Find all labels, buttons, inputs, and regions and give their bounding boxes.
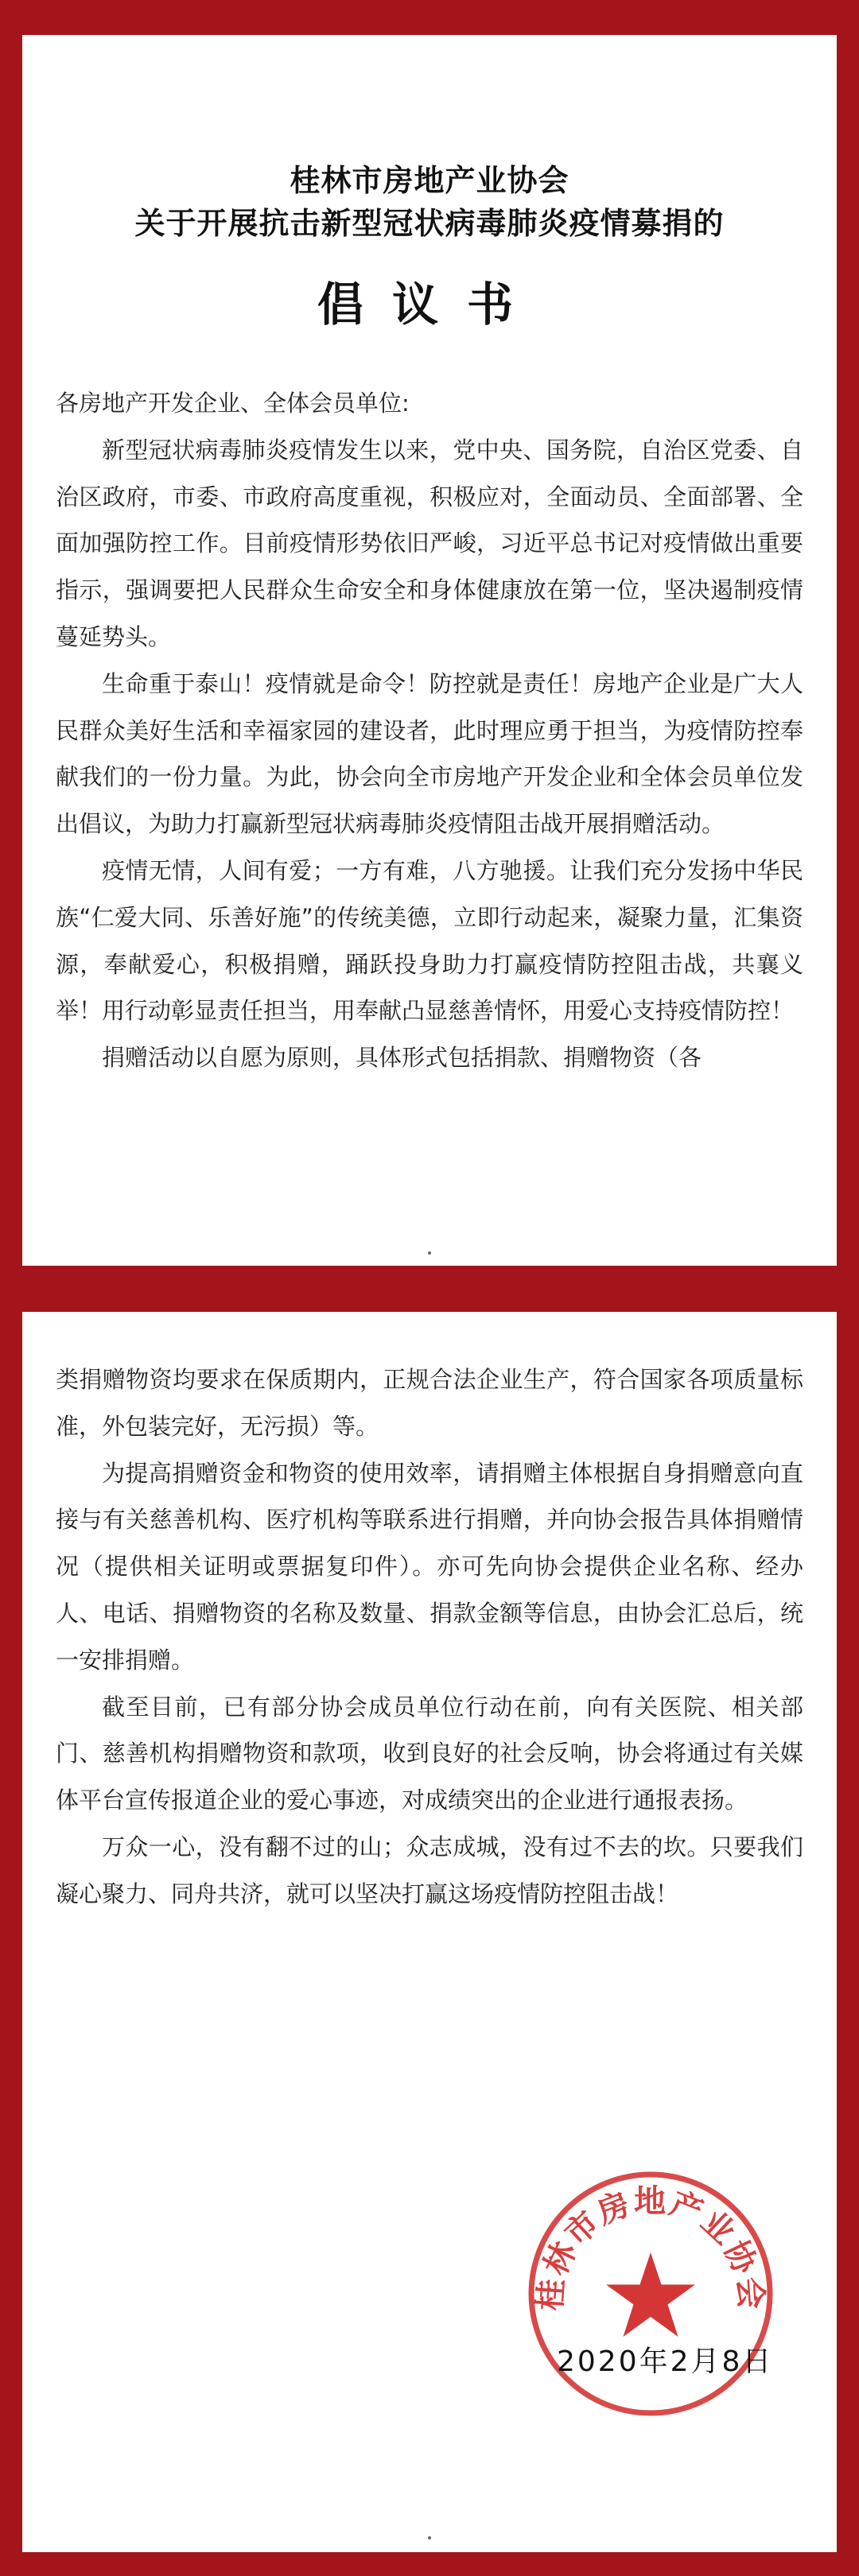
paragraph: 万众一心，没有翻不过的山；众志成城，没有过不去的坎。只要我们凝心聚力、同舟共济，就可以坚决打赢这场疫情防控阻击战！ — [56, 1833, 803, 1907]
paragraph: 截至目前，已有部分协会成员单位行动在前，向有关医院、相关部门、慈善机构捐赠物资和款项，收到良好的社会反响，协会将通过有关媒体平台宣传报道企业的爱心事迹，对成绩突出的企业进行通报表扬。 — [56, 1693, 803, 1814]
page-marker — [428, 1251, 431, 1255]
document-page-1 — [22, 35, 837, 1266]
page-marker — [428, 2536, 431, 2539]
title-heading: 倡议书 — [317, 277, 542, 332]
salutation: 各房地产开发企业、全体会员单位: — [56, 390, 410, 417]
paragraph: 生命重于泰山！疫情就是命令！防控就是责任！房地产企业是广大人民群众美好生活和幸福家园的建设者，此时理应勇于担当，为疫情防控奉献我们的一份力量。为此，协会向全市房地产开发企业和全体会员单位发出倡议，为助力打赢新型冠状病毒肺炎疫情阻击战开展捐赠活动。 — [56, 669, 803, 838]
title-org: 桂林市房地产业协会 — [290, 162, 569, 198]
document-date: 2020年2月8日 — [557, 2345, 774, 2378]
document-page-2 — [22, 1312, 837, 2552]
paragraph: 捐赠活动以自愿为原则，具体形式包括捐款、捐赠物资（各 — [102, 1044, 702, 1072]
paragraph-continued: 类捐赠物资均要求在保质期内，正规合法企业生产，符合国家各项质量标准，外包装完好，无污损）等。 — [56, 1366, 803, 1440]
paragraph: 新型冠状病毒肺炎疫情发生以来，党中央、国务院，自治区党委、自治区政府，市委、市政府高度重视，积极应对，全面动员、全面部署、全面加强防控工作。目前疫情形势依旧严峻，习近平总书记对疫情做出重要指示，强调要把人民群众生命安全和身体健康放在第一位，坚决遏制疫情蔓延势头。 — [56, 436, 803, 650]
paragraph: 为提高捐赠资金和物资的使用效率，请捐赠主体根据自身捐赠意向直接与有关慈善机构、医疗机构等联系进行捐赠，并向协会报告具体捐赠情况（提供相关证明或票据复印件）。亦可先向协会提供企业名称、经办人、电话、捐赠物资的名称及数量、捐款金额等信息，由协会汇总后，统一安排捐赠。 — [56, 1459, 803, 1674]
body-text-page-2 — [56, 1356, 803, 1918]
star-icon — [606, 2252, 695, 2337]
svg-text:桂林市房地产业协会: 桂林市房地产业协会 — [531, 2182, 771, 2312]
title-subject: 关于开展抗击新型冠状病毒肺炎疫情募捐的 — [134, 205, 725, 241]
paragraph: 疫情无情，人间有爱；一方有难，八方驰援。让我们充分发扬中华民族“仁爱大同、乐善好施”的传统美德，立即行动起来，凝聚力量，汇集资源，奉献爱心，积极捐赠，踊跃投身助力打赢疫情防控阻击战，共襄义举！用行动彰显责任担当，用奉献凸显慈善情怀，用爱心支持疫情防控！ — [56, 856, 803, 1025]
official-seal — [523, 2167, 778, 2421]
body-text-page-1 — [56, 380, 803, 1081]
